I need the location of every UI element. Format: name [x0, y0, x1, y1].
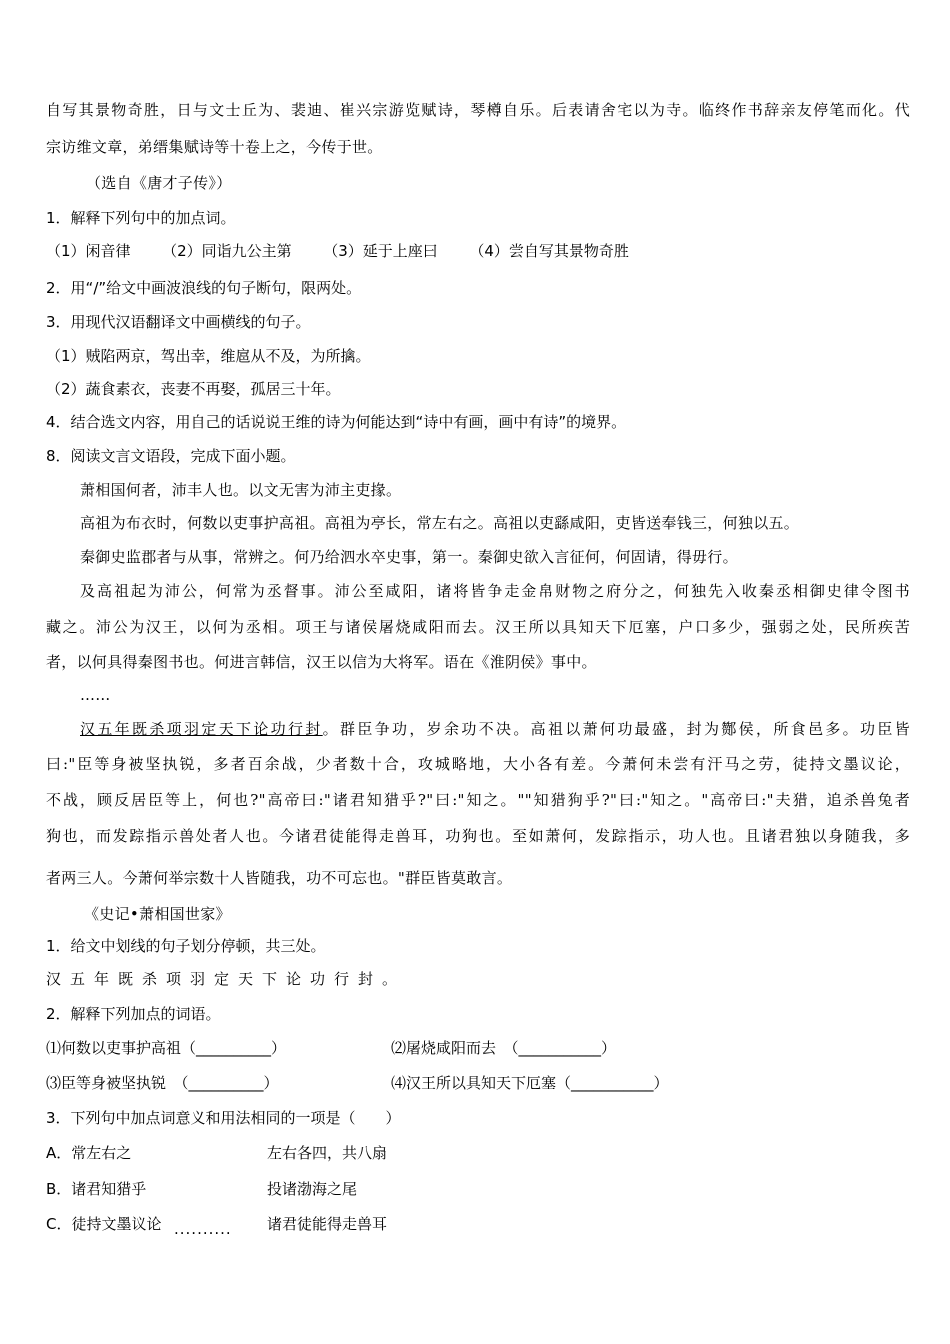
q8-paragraph-4-line2: 藏之。沛公为汉王，以何为丞相。项王与诸侯屠烧咸阳而去。汉王所以具知天下厄塞，户口多少，强弱之处，民所疾苦	[46, 618, 910, 636]
q1-item-3: （3）延于上座曰	[323, 242, 438, 260]
option-b-right: 投诸渤海之尾	[267, 1180, 358, 1198]
q1-heading: 1．解释下列句中的加点词。	[46, 209, 236, 227]
q2set-item-a: ⑴何数以吏事护高祖（__________）	[46, 1039, 287, 1057]
q8-paragraph-5-line1-rest: 。群臣争功，岁余功不决。高祖以萧何功最盛，封为酂侯，所食邑多。功臣皆	[322, 720, 910, 738]
option-b-label: B．诸君知猎乎	[46, 1180, 147, 1198]
q8-paragraph-3: 秦御史监郡者与从事，常辨之。何乃给泗水卒史事，第一。秦御史欲入言征何，何固请，得毋行。	[80, 548, 738, 566]
q8-paragraph-4-line3: 者，以何具得秦图书也。何进言韩信，汉王以信为大将军。语在《淮阴侯》事中。	[46, 653, 597, 671]
passage1-line2: 宗访维文章，弟缙集赋诗等十卷上之，今传于世。	[46, 138, 383, 156]
q2set-q1-sentence: 汉五年既杀项羽定天下论功行封。	[46, 970, 407, 988]
option-c-label: C．徒持文墨议论	[46, 1215, 162, 1233]
q1-item-2: （2）同诣九公主第	[162, 242, 292, 260]
q3-heading: 3．用现代汉语翻译文中画横线的句子。	[46, 313, 311, 331]
q2set-item-b: ⑵屠烧咸阳而去 （___________）	[391, 1039, 617, 1057]
q3-sentence-1: （1）贼陷两京，驾出幸，维扈从不及，为所擒。	[46, 347, 371, 365]
q8-ellipsis: ……	[80, 686, 111, 704]
option-a-right: 左右各四，共八扇	[267, 1144, 388, 1162]
q2set-item-c: ⑶臣等身被坚执锐 （__________）	[46, 1074, 279, 1092]
q8-paragraph-5-line5: 者两三人。今萧何举宗数十人皆随我，功不可忘也。"群臣皆莫敢言。	[46, 869, 513, 887]
q8-paragraph-1: 萧相国何者，沛丰人也。以文无害为沛主吏掾。	[80, 481, 402, 499]
q4-heading: 4．结合选文内容，用自己的话说说王维的诗为何能达到“诗中有画，画中有诗”的境界。	[46, 413, 627, 431]
q3-sentence-2: （2）蔬食素衣，丧妻不再娶，孤居三十年。	[46, 380, 341, 398]
q1-item-1: （1）闲音律	[46, 242, 131, 260]
q8-paragraph-5-line2: 曰:"臣等身被坚执锐，多者百余战，少者数十合，攻城略地，大小各有差。今萧何未尝有汗马之劳，徒持文墨议论，	[46, 755, 910, 773]
option-a-label: A．常左右之	[46, 1144, 132, 1162]
q1-items	[46, 240, 910, 262]
q8-paragraph-5-line3: 不战，顾反居臣等上，何也?"高帝曰:"诸君知猎乎?"曰:"知之。""知猎狗乎?"曰:"知之。"高帝曰:"夫猎，追杀兽兔者	[46, 791, 910, 809]
q2set-q3-heading: 3．下列句中加点词意义和用法相同的一项是（ ）	[46, 1109, 401, 1127]
q8-paragraph-5-line4: 狗也，而发踪指示兽处者人也。今诸君徒能得走兽耳，功狗也。至如萧何，发踪指示，功人也。且诸君独以身随我，多	[46, 827, 910, 845]
q1-item-4: （4）尝自写其景物奇胜	[469, 242, 629, 260]
passage1-source: （选自《唐才子传》）	[86, 174, 232, 192]
q8-paragraph-2: 高祖为布衣时，何数以吏事护高祖。高祖为亭长，常左右之。高祖以吏繇咸阳，吏皆送奉钱三，何独以五。	[80, 514, 800, 532]
q8-paragraph-4-line1: 及高祖起为沛公，何常为丞督事。沛公至咸阳，诸将皆争走金帛财物之府分之，何独先入收秦丞相御史律令图书	[80, 582, 910, 600]
q8-paragraph-5-line1	[80, 718, 910, 740]
q2set-q2-heading: 2．解释下列加点的词语。	[46, 1005, 221, 1023]
q2set-q1-heading: 1．给文中划线的句子划分停顿，共三处。	[46, 937, 326, 955]
passage1-line1: 自写其景物奇胜，日与文士丘为、裴迪、崔兴宗游览赋诗，琴樽自乐。后表请舍宅以为寺。临终作书辞亲友停笔而化。代	[46, 101, 910, 119]
option-c-emphasis-dots: ..........	[174, 1220, 232, 1238]
q8-source: 《史记•萧相国世家》	[84, 905, 231, 923]
q8-heading: 8．阅读文言文语段，完成下面小题。	[46, 447, 296, 465]
option-c-right: 诸君徒能得走兽耳	[267, 1215, 388, 1233]
q2set-item-d: ⑷汉王所以具知天下厄塞（___________）	[391, 1074, 669, 1092]
underlined-sentence: 汉五年既杀项羽定天下论功行封	[80, 720, 323, 738]
q2-heading: 2．用“/”给文中画波浪线的句子断句，限两处。	[46, 279, 362, 297]
